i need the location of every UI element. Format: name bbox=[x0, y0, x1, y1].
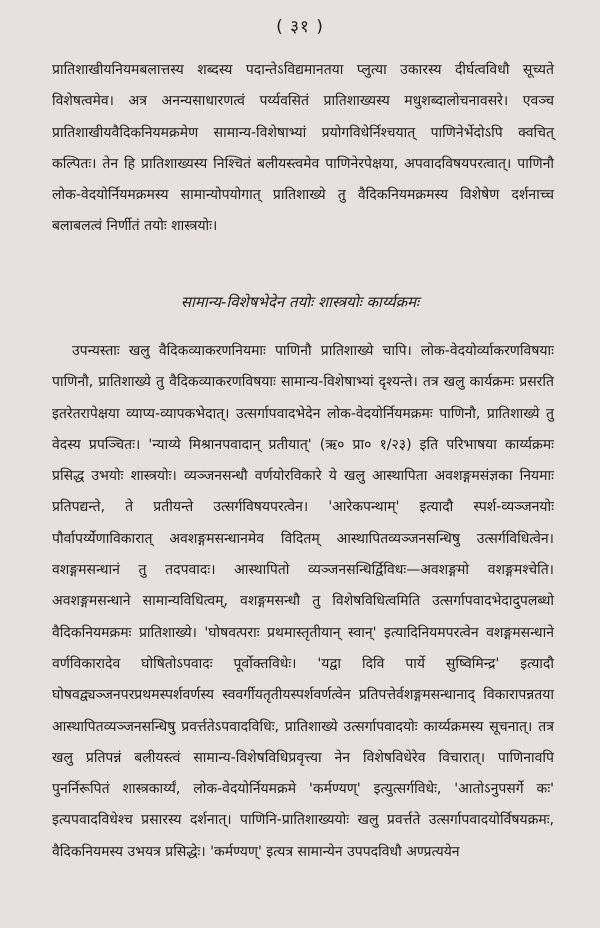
section-heading: सामान्य-विशेषभेदेन तयोः शास्त्रयोः कार्य्यक्रमः bbox=[180, 293, 420, 311]
paragraph-2: उपन्यस्ताः खलु वैदिकव्याकरणनियमाः पाणिनौ प्रातिशाख्ये चापि। लोक-वेदयोर्व्याकरणविषयाः पाणिनौ, प्रातिशाख्ये तु वैदिकव्याकरणविषयाः सामान्य-विशेषाभ्यां दृश्यन्ते। तत्र खलु कार्यक्रमः प्रसरति इतरेतरापेक्षया व्याप्य-व्यापकभेदात्। उत्सर्गापवादभेदेन लोक-वेदयोर्नियमक्रमः पाणिनौ, प्रातिशाख्ये तु वेदस्य प्रपञ्चितः। 'न्याय्ये मिश्रानपवादान् प्रतीयात्' (ऋ० प्रा० १/२३) इति परिभाषया कार्य्यक्रमः प्रसिद्ध उभयोः शास्त्रयोः। व्यञ्जनसन्धौ वर्णयोरविकारे ये खलु आस्थापिता अवशङ्गमसंज्ञका नियमाः प्रतिपद्यन्ते, ते प्रतीयन्ते उत्सर्गविषयपरत्वेन। 'आरेकपन्थाम्' इत्यादौ स्पर्श-व्यञ्जनयोः पौर्वापर्य्येणाविकारात् अवशङ्गमसन्धानमेव विदितम् आस्थापितव्यञ्जनसन्धिषु उत्सर्गविधित्वेन। वशङ्गमसन्धानं तु तदपवादः। आस्थापितो व्यञ्जनसन्धिर्द्विविधः—अवशङ्गमो वशङ्गमश्चेति। अवशङ्गमसन्धाने सामान्यविधित्वम्, वशङ्गमसन्धौ तु विशेषविधित्वमिति उत्सर्गापवादभेदादुपलब्धो वैदिकनियमक्रमः प्रातिशाख्ये। 'घोषवत्पराः प्रथमास्तृतीयान् स्वान्' इत्यादिनियमपरत्वेन वशङ्गमसन्धाने वर्णविकारादेव घोषितोऽपवादः पूर्वोक्तविधेः। 'यद्वा दिवि पार्ये सुष्विमिन्द्र' इत्यादौ घोषवद्व्यञ्जनपरप्रथमस्पर्शवर्णस्य स्ववर्गीयतृतीयस्पर्शवर्णत्वेन प्रतिपत्तेर्वशङ्गमसन्धानाद् विकारापन्नतया आस्थापितव्यञ्जनसन्धिषु प्रवर्त्ततेऽपवादविधिः, प्रातिशाख्ये उत्सर्गापवादयोः कार्य्यक्रमस्य सूचनात्। तत्र खलु प्रतिपन्नं बलीयस्त्वं सामान्य-विशेषविधिप्रवृत्त्या नेन विशेषविधेरेव विचारात्। पाणिनावपि पुनर्निरूपितं शास्त्रकार्य्यं, लोक-वेदयोर्नियमक्रमे 'कर्मण्यण्' इत्युत्सर्गविधेः, 'आतोऽनुपसर्गे कः' इत्यपवादविधेश्च प्रसारस्य दर्शनात्। पाणिनि-प्रातिशाख्ययोः खलु प्रवर्त्तते उत्सर्गापवादयोर्विषयक्रमः, वैदिकनियमस्य उभयत्र प्रसिद्धेः। 'कर्मण्यण्' इत्यत्र सामान्येन उपपदविधौ अण्प्रत्ययेन bbox=[52, 343, 554, 860]
paragraph-1: प्रातिशाखीयनियमबलात्तस्य शब्दस्य पदान्तेऽविद्यमानतया प्लुत्या उकारस्य दीर्घत्वविधौ सूच्यते विशेषत्वमेव। अत्र अनन्यसाधारणत्वं पर्य्यवसितं प्रातिशाख्यस्य मधुशब्दालोचनावसरे। एवञ्च प्रातिशाखीयवैदिकनियमक्रमेण सामान्य-विशेषाभ्यां प्रयोगविधेर्निश्चयात् पाणिनेर्भेदोऽपि क्वचित् कल्पितः। तेन हि प्रातिशाख्यस्य निश्चितं बलीयस्त्वमेव पाणिनेरपेक्षया, अपवादविषयपरत्वात्। पाणिनौ लोक-वेदयोर्नियमक्रमस्य सामान्योपयोगात् प्रातिशाख्ये तु वैदिकनियमक्रमस्य विशेषेण दर्शनाच्च बलाबलत्वं निर्णीतं तयोः शास्त्रयोः। bbox=[52, 62, 554, 235]
page-number: ( ३१ ) bbox=[276, 17, 324, 37]
